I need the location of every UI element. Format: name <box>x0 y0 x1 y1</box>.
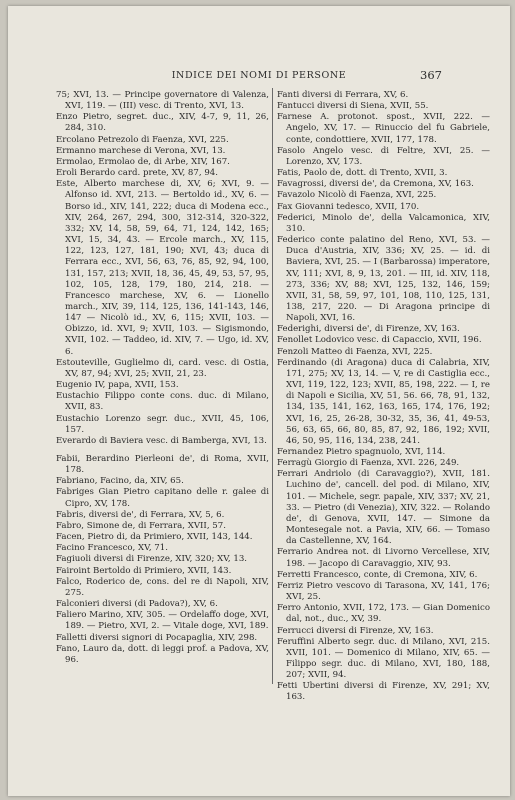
index-entry: Faliero Marino, XIV, 305. — Ordelaffo doge, XVI, 189. — Pietro, XVI, 2. — Vitale doge, XVI, 189. <box>56 610 269 632</box>
index-entry: Falletti diversi signori di Pocapaglia, XIV, 298. <box>56 632 258 643</box>
index-entry: Federici, Minolo de', della Valcamonica, XIV, 310. <box>277 212 490 234</box>
index-entry: Enzo Pietro, segret. duc., XIV, 4-7, 9, 11, 26, 284, 310. <box>56 112 269 134</box>
index-entry: Federico conte palatino del Reno, XVI, 53. — Duca d'Austria, XIV, 336; XV, 25. — id. di Baviera, XVI, 25. — I (Barbarossa) imperatore, XV, 111; XVI, 8, 9, 13, 201. — III, id. XIV, 118, 273, 336; XV, 88; XVI, 125, 132, 146, 159; XVII, 31, 58, 59, 97, 101, 108, 110, 125, 131, 138, 217, 220. — Di Aragona principe di Napoli, XVI, 16. <box>277 235 490 324</box>
index-entry: Ferrari Andriolo (di Caravaggio?), XVII, 181. Luchino de', cancell. del pod. di Milano, XIV, 101. — Michele, segr. papale, XIV, 337; XV, 21, 33. — Pietro (di Venezia), XIV, 322. — Rolando de', di Genova, XVII, 147. — Simone da Montesegale not. a Pavia, XIV, 66. — Tomaso da Castellenne, XV, 164. <box>277 469 490 547</box>
index-entry: Fagiuoli diversi di Firenze, XIV, 320; XV, 13. <box>56 554 248 565</box>
index-entry: Eugenio IV, papa, XVII, 153. <box>56 380 179 391</box>
index-entry: Ferrario Andrea not. di Livorno Vercellese, XIV, 198. — Jacopo di Caravaggio, XIV, 93. <box>277 547 490 569</box>
index-entry: Fasolo Angelo vesc. di Feltre, XVI, 25. — Lorenzo, XV, 173. <box>277 145 490 167</box>
index-entry: Everardo di Baviera vesc. di Bamberga, XVI, 13. <box>56 435 267 446</box>
index-entry: Ferdinando (di Aragona) duca di Calabria, XIV, 171, 275; XV, 13, 14. — V, re di Castiglia ecc., XVI, 119, 122, 123; XVII, 85, 198, 222. — I, re di Napoli e Sicilia, XV, 51, 56. 66, 78, 91, 132, 134, 135, 141, 162, 163, 165, 174, 176, 192; XVI, 16, 25, 26-28, 30-32, 35, 36, 41, 49-53, 56, 63, 65, 66, 80, 85, 87, 92, 186, 192; XVII, 46, 50, 95, 116, 134, 238, 241. <box>277 357 490 446</box>
index-entry: 75; XVI, 13. — Principe governatore di Valenza, XVI, 119. — (III) vesc. di Trento, XVI, 13. <box>56 90 269 112</box>
page-number: 367 <box>420 68 442 82</box>
column-divider <box>272 88 273 684</box>
index-entry: Fabro, Simone de, di Ferrara, XVII, 57. <box>56 520 226 531</box>
index-entry: Ferro Antonio, XVII, 172, 173. — Gian Domenico dal, not., duc., XV, 39. <box>277 603 490 625</box>
index-entry: Este, Alberto marchese di, XV, 6; XVI, 9. — Alfonso id. XVI, 213. — Bertoldo id., XV, 6. — Borso id., XIV, 141, 222; duca di Modena ecc., XIV, 264, 267, 294, 300, 312-314, 320-322, 332; XV, 14, 58, 59, 64, 71, 124, 142, 165; XVI, 15, 34, 43. — Ercole march., XV, 115, 122, 123, 127, 181, 190; XVI, 43; duca di Ferrara ecc., XVI, 56, 63, 76, 85, 92, 94, 100, 131, 157, 213; XVII, 18, 36, 45, 49, 53, 57, 95, 102, 105, 128, 179, 180, 214, 218. — Francesco marchese, XV, 6. — Lionello march., XIV, 39, 114, 125, 136, 141-143, 146, 147 — Nicolò id., XV, 6, 115; XVII, 103. — Obizzo, id. XVI, 9; XVII, 103. — Sigismondo, XVII, 102. — Taddeo, id. XIV, 7. — Ugo, id. XV, 6. <box>56 179 269 357</box>
index-entry: Eustachio Filippo conte cons. duc. di Milano, XVII, 83. <box>56 391 269 413</box>
index-entry: Feruffini Alberto segr. duc. di Milano, XVI, 215. XVII, 101. — Domenico di Milano, XIV, 65. — Filippo segr. duc. di Milano, XVI, 180, 188, 207; XVII, 94. <box>277 636 490 681</box>
index-entry: Fetti Ubertini diversi di Firenze, XV, 291; XV, 163. <box>277 681 490 703</box>
index-entry: Eustachio Lorenzo segr. duc., XVII, 45, 106, 157. <box>56 413 269 435</box>
index-entry: Fenollet Lodovico vesc. di Capaccio, XVII, 196. <box>277 335 482 346</box>
index-entry: Fano, Lauro da, dott. di leggi prof. a Padova, XV, 96. <box>56 643 269 665</box>
index-entry: Fenzoli Matteo di Faenza, XVI, 225. <box>277 346 433 357</box>
index-entry: Ferragù Giorgio di Faenza, XVI. 226, 249. <box>277 458 460 469</box>
left-index-column <box>56 90 269 666</box>
index-entry: Falco, Roderico de, cons. del re di Napoli, XIV, 275. <box>56 576 269 598</box>
running-title: INDICE DEI NOMI DI PERSONE <box>171 70 347 81</box>
index-entry: Ferriz Pietro vescovo di Tarasona, XV, 141, 176; XVI, 25. <box>277 580 490 603</box>
book-page <box>8 6 510 796</box>
index-entry: Fabii, Berardino Pierleoni de', di Roma, XVII, 178. <box>56 454 269 476</box>
index-entry: Farnese A. protonot. spost., XVII, 222. — Angelo, XV, 17. — Rinuccio del fu Gabriele, conte, condottiere, XVII, 177, 178. <box>277 112 490 145</box>
index-entry: Fantucci diversi di Siena, XVII, 55. <box>277 101 429 112</box>
index-entry: Facino Francesco, XV, 71. <box>56 543 168 554</box>
index-entry: Federighi, diversi de', di Firenze, XV, 163. <box>277 324 460 335</box>
index-entry: Fanti diversi di Ferrara, XV, 6. <box>277 90 409 100</box>
index-entry: Ferretti Francesco, conte, di Cremona, XIV, 6. <box>277 569 478 580</box>
index-entry: Fax Giovanni tedesco, XVII, 170. <box>277 201 420 212</box>
index-entry: Ferrucci diversi di Firenze, XV, 163. <box>277 625 434 636</box>
index-entry: Falconieri diversi (di Padova?), XV, 6. <box>56 599 218 610</box>
page-header <box>8 68 510 88</box>
index-entry: Favazolo Nicolò di Faenza, XVI, 225. <box>277 190 437 201</box>
index-entry: Estouteville, Guglielmo di, card. vesc. di Ostia, XV, 87, 94; XVI, 25; XVII, 21, 23. <box>56 357 269 379</box>
index-entry: Ermolao, Ermolao de, di Arbe, XIV, 167. <box>56 156 230 167</box>
index-entry: Facen, Pietro di, da Primiero, XVII, 143, 144. <box>56 532 253 543</box>
index-entry: Ermanno marchese di Verona, XVI, 13. <box>56 145 226 156</box>
index-entry: Fabriano, Facino, da, XIV, 65. <box>56 476 184 487</box>
index-entry: Fairoint Bertoldo di Primiero, XVII, 143. <box>56 565 232 576</box>
right-index-column <box>277 90 490 704</box>
letter-section-gap <box>56 447 269 454</box>
index-entry: Fernandez Pietro spagnuolo, XVI, 114. <box>277 447 446 457</box>
index-entry: Fabris, diversi de', di Ferrara, XV, 5, 6. <box>56 509 225 520</box>
index-entry: Fabriges Gian Pietro capitano delle r. galee di Cipro, XV, 178. <box>56 487 269 509</box>
index-entry: Fatis, Paolo de, dott. di Trento, XVII, 3. <box>277 168 448 179</box>
index-entry: Ercolano Petrezolo di Faenza, XVI, 225. <box>56 134 229 145</box>
index-entry: Eroli Berardo card. prete, XV, 87, 94. <box>56 168 218 179</box>
index-entry: Favagrossi, diversi de', da Cremona, XV, 163. <box>277 179 474 190</box>
